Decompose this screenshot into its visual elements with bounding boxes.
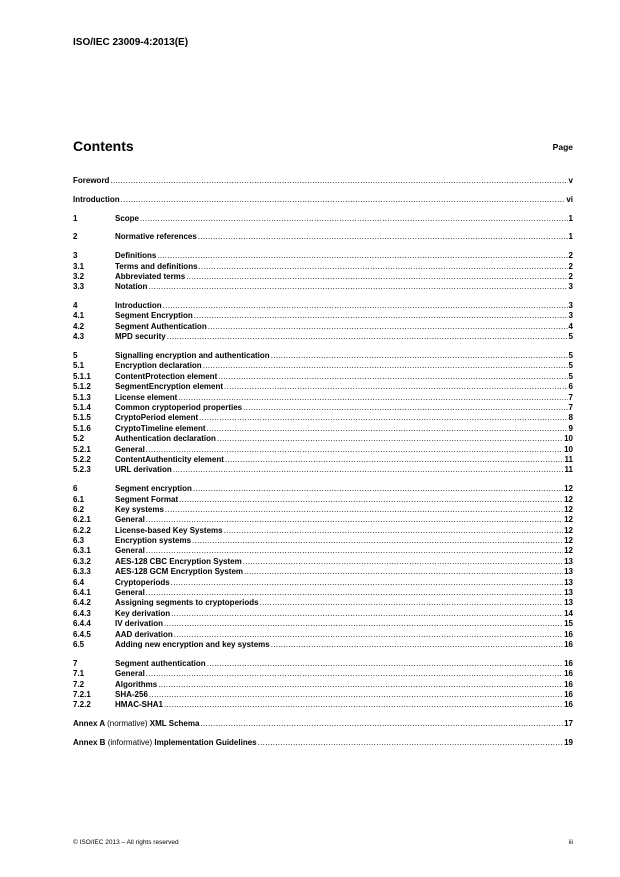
toc-page-number: 1	[568, 232, 573, 242]
toc-entry[interactable]	[73, 738, 573, 748]
toc-page-number: 3	[568, 301, 573, 311]
footer-copyright: © ISO/IEC 2013 – All rights reserved	[73, 839, 179, 846]
leader-dots	[165, 505, 563, 515]
leader-dots	[194, 311, 568, 321]
toc-entry[interactable]	[73, 546, 573, 556]
toc-title: Notation	[115, 282, 148, 292]
toc-number: 5.1.1	[73, 371, 91, 381]
toc-entry[interactable]	[73, 424, 573, 434]
toc-title: Terms and definitions	[115, 261, 198, 271]
toc-entry[interactable]	[73, 393, 573, 403]
leader-dots	[260, 598, 564, 608]
toc-number: 3.3	[73, 282, 85, 292]
toc-number: 3.2	[73, 271, 85, 281]
leader-dots	[140, 214, 568, 224]
toc-number: 6.2.1	[73, 515, 91, 525]
contents-title: Contents	[73, 138, 134, 154]
toc-page-number: 16	[564, 639, 573, 649]
toc-page-number: 7	[568, 402, 573, 412]
toc-number: 6	[73, 484, 78, 494]
toc-number: 3	[73, 251, 78, 261]
document-header: ISO/IEC 23009-4:2013(E)	[73, 37, 189, 48]
toc-entry[interactable]	[73, 361, 573, 371]
toc-title: Adding new encryption and key systems	[115, 639, 270, 649]
toc-entry[interactable]	[73, 557, 573, 567]
toc-number: 5	[73, 351, 78, 361]
toc-number: 6.3.1	[73, 546, 91, 556]
toc-number: 4.1	[73, 311, 85, 321]
leader-dots	[203, 361, 568, 371]
toc-title: Cryptoperiods	[115, 577, 170, 587]
toc-page-number: 6	[568, 382, 573, 392]
toc-page-number: 13	[564, 588, 573, 598]
toc-number: 1	[73, 213, 78, 223]
toc-entry[interactable]	[73, 526, 573, 536]
toc-group	[73, 351, 573, 476]
toc-number: 5.1	[73, 361, 85, 371]
leader-dots	[193, 484, 563, 494]
toc-entry[interactable]	[73, 382, 573, 392]
toc-title: Introduction	[115, 301, 162, 311]
leader-dots	[163, 301, 568, 311]
toc-number: 6.4.5	[73, 629, 91, 639]
toc-page-number: 2	[568, 261, 573, 271]
leader-dots	[146, 546, 563, 556]
toc-group	[73, 301, 573, 343]
toc-entry[interactable]	[73, 214, 573, 224]
toc-number: 7.2.1	[73, 689, 91, 699]
toc-page-number: 19	[564, 737, 573, 747]
toc-title: Segment Authentication	[115, 321, 207, 331]
toc-title: HMAC-SHA1	[115, 700, 163, 710]
toc-number: 6.2	[73, 504, 85, 514]
toc-entry[interactable]	[73, 505, 573, 515]
toc-title: MPD security	[115, 332, 166, 342]
toc-page-number: 13	[564, 567, 573, 577]
toc-number: 6.4.1	[73, 588, 91, 598]
leader-dots	[174, 630, 563, 640]
toc-entry[interactable]	[73, 465, 573, 475]
leader-dots	[192, 536, 563, 546]
toc-entry[interactable]	[73, 272, 573, 282]
leader-dots	[179, 495, 563, 505]
toc-entry[interactable]	[73, 484, 573, 494]
leader-dots	[243, 557, 563, 567]
leader-dots	[225, 455, 564, 465]
toc-page-number: 5	[568, 332, 573, 342]
toc-entry[interactable]	[73, 536, 573, 546]
toc-title: Encryption systems	[115, 536, 192, 546]
toc-page-number: 5	[568, 371, 573, 381]
toc-entry[interactable]	[73, 434, 573, 444]
toc-page-number: 16	[564, 689, 573, 699]
toc-group	[73, 195, 573, 205]
toc-page-number: 4	[568, 321, 573, 331]
leader-dots	[164, 700, 563, 710]
toc-number: 5.1.3	[73, 392, 91, 402]
toc-page-number: 17	[564, 719, 573, 729]
leader-dots	[224, 382, 568, 392]
toc-page-number: 12	[564, 536, 573, 546]
toc-number: 6.1	[73, 494, 85, 504]
toc-entry[interactable]	[73, 195, 573, 205]
toc-number: 3.1	[73, 261, 85, 271]
toc-entry[interactable]	[73, 495, 573, 505]
toc-title: General	[115, 546, 145, 556]
toc-title: AES-128 CBC Encryption System	[115, 556, 242, 566]
leader-dots	[208, 322, 568, 332]
toc-page-number: 14	[564, 608, 573, 618]
leader-dots	[207, 424, 568, 434]
toc-number: 5.2.2	[73, 454, 91, 464]
toc-page-number: 16	[564, 669, 573, 679]
page-column-label: Page	[552, 142, 573, 152]
toc-page-number: 12	[564, 515, 573, 525]
leader-dots	[271, 640, 563, 650]
toc-title: Scope	[115, 213, 140, 223]
table-of-contents	[73, 176, 573, 757]
toc-page-number: 3	[568, 311, 573, 321]
toc-entry[interactable]	[73, 372, 573, 382]
leader-dots	[167, 332, 568, 342]
toc-entry[interactable]	[73, 322, 573, 332]
toc-group	[73, 214, 573, 224]
toc-entry[interactable]	[73, 690, 573, 700]
toc-page-number: v	[568, 176, 573, 185]
toc-group	[73, 251, 573, 293]
toc-title: Encryption declaration	[115, 361, 202, 371]
leader-dots	[244, 567, 563, 577]
toc-number: 6.4	[73, 577, 85, 587]
toc-page-number: 16	[564, 700, 573, 710]
footer-page-number: iii	[568, 839, 573, 846]
leader-dots	[146, 515, 563, 525]
toc-title: ContentProtection element	[115, 371, 218, 381]
toc-entry[interactable]	[73, 588, 573, 598]
toc-page-number: 11	[564, 465, 573, 475]
leader-dots	[218, 372, 567, 382]
toc-page-number: vi	[566, 194, 573, 204]
toc-page-number: 1	[568, 213, 573, 223]
toc-page-number: 2	[568, 251, 573, 261]
toc-number: 6.4.4	[73, 619, 91, 629]
leader-dots	[199, 262, 568, 272]
leader-dots	[224, 526, 563, 536]
toc-number: 5.2.1	[73, 444, 91, 454]
toc-entry[interactable]	[73, 282, 573, 292]
toc-number: 6.3.2	[73, 556, 91, 566]
toc-title: URL derivation	[115, 465, 172, 475]
toc-entry[interactable]	[73, 515, 573, 525]
toc-title: Foreword	[73, 176, 110, 185]
toc-title: Key systems	[115, 504, 164, 514]
leader-dots	[207, 659, 563, 669]
toc-page-number: 8	[568, 413, 573, 423]
toc-title: General	[115, 444, 145, 454]
toc-number: 2	[73, 232, 78, 242]
toc-group	[73, 232, 573, 242]
toc-entry[interactable]	[73, 700, 573, 710]
toc-number: 6.4.3	[73, 608, 91, 618]
toc-number: 5.1.2	[73, 382, 91, 392]
toc-page-number: 12	[564, 504, 573, 514]
toc-title: IV derivation	[115, 619, 164, 629]
leader-dots	[200, 719, 563, 729]
toc-number: 6.5	[73, 639, 85, 649]
toc-page-number: 12	[564, 546, 573, 556]
toc-group	[73, 176, 573, 186]
toc-entry[interactable]	[73, 176, 573, 186]
toc-entry[interactable]	[73, 640, 573, 650]
toc-title: Algorithms	[115, 679, 158, 689]
toc-number: 7	[73, 658, 78, 668]
toc-title: Segment authentication	[115, 658, 206, 668]
leader-dots	[178, 393, 567, 403]
leader-dots	[146, 669, 563, 679]
toc-entry[interactable]	[73, 659, 573, 669]
leader-dots	[146, 445, 563, 455]
toc-entry[interactable]	[73, 262, 573, 272]
toc-page-number: 12	[564, 525, 573, 535]
toc-title: SegmentEncryption element	[115, 382, 224, 392]
toc-number: 4	[73, 301, 78, 311]
toc-title: Key derivation	[115, 608, 171, 618]
toc-group	[73, 738, 573, 748]
leader-dots	[121, 195, 566, 205]
toc-title: Annex B (informative) Implementation Guidelines	[73, 737, 257, 747]
toc-title: License element	[115, 392, 178, 402]
toc-number: 4.3	[73, 332, 85, 342]
leader-dots	[199, 413, 567, 423]
leader-dots	[217, 434, 563, 444]
toc-number: 5.2.3	[73, 465, 91, 475]
leader-dots	[171, 609, 563, 619]
toc-title: Segment Format	[115, 494, 179, 504]
leader-dots	[157, 251, 567, 261]
toc-entry[interactable]	[73, 301, 573, 311]
leader-dots	[149, 690, 563, 700]
toc-page-number: 13	[564, 598, 573, 608]
leader-dots	[146, 588, 563, 598]
toc-title: Annex A (normative) XML Schema	[73, 719, 200, 729]
toc-title: CryptoTimeline element	[115, 423, 206, 433]
leader-dots	[148, 282, 567, 292]
leader-dots	[186, 272, 567, 282]
toc-title: Common cryptoperiod properties	[115, 402, 243, 412]
toc-page-number: 15	[564, 619, 573, 629]
toc-entry[interactable]	[73, 719, 573, 729]
leader-dots	[258, 738, 563, 748]
leader-dots	[171, 578, 563, 588]
toc-page-number: 13	[564, 556, 573, 566]
toc-number: 5.1.4	[73, 402, 91, 412]
toc-number: 6.3	[73, 536, 85, 546]
toc-title: General	[115, 588, 145, 598]
toc-title: Signalling encryption and authentication	[115, 351, 270, 361]
toc-title: Segment encryption	[115, 484, 192, 494]
leader-dots	[158, 680, 563, 690]
toc-title: SHA-256	[115, 689, 148, 699]
toc-title: General	[115, 515, 145, 525]
toc-entry[interactable]	[73, 609, 573, 619]
toc-title: Normative references	[115, 232, 197, 242]
toc-number: 6.3.3	[73, 567, 91, 577]
toc-page-number: 12	[564, 484, 573, 494]
toc-title: Assigning segments to cryptoperiods	[115, 598, 259, 608]
toc-title: ContentAuthenticity element	[115, 454, 224, 464]
toc-entry[interactable]	[73, 455, 573, 465]
toc-entry[interactable]	[73, 630, 573, 640]
leader-dots	[110, 176, 567, 186]
toc-title: Definitions	[115, 251, 157, 261]
toc-page-number: 16	[564, 679, 573, 689]
toc-entry[interactable]	[73, 311, 573, 321]
toc-entry[interactable]	[73, 351, 573, 361]
toc-number: 5.1.5	[73, 413, 91, 423]
toc-entry[interactable]	[73, 619, 573, 629]
toc-number: 6.2.2	[73, 525, 91, 535]
toc-page-number: 10	[564, 444, 573, 454]
toc-title: Segment Encryption	[115, 311, 193, 321]
toc-page-number: 5	[568, 351, 573, 361]
toc-title: Introduction	[73, 194, 120, 204]
toc-number: 7.2	[73, 679, 85, 689]
toc-number: 5.2	[73, 434, 85, 444]
toc-number: 4.2	[73, 321, 85, 331]
toc-title: Authentication declaration	[115, 434, 216, 444]
toc-number: 5.1.6	[73, 423, 91, 433]
toc-page-number: 13	[564, 577, 573, 587]
toc-title: General	[115, 669, 145, 679]
toc-page-number: 11	[564, 454, 573, 464]
toc-page-number: 3	[568, 282, 573, 292]
toc-page-number: 9	[568, 423, 573, 433]
toc-title: CryptoPeriod element	[115, 413, 199, 423]
leader-dots	[164, 619, 563, 629]
toc-page-number: 5	[568, 361, 573, 371]
toc-entry[interactable]	[73, 669, 573, 679]
toc-entry[interactable]	[73, 567, 573, 577]
leader-dots	[198, 232, 568, 242]
toc-title: AAD derivation	[115, 629, 173, 639]
toc-page-number: 16	[564, 658, 573, 668]
leader-dots	[271, 351, 568, 361]
toc-title: License-based Key Systems	[115, 525, 223, 535]
toc-entry[interactable]	[73, 403, 573, 413]
toc-number: 6.4.2	[73, 598, 91, 608]
toc-page-number: 16	[564, 629, 573, 639]
toc-page-number: 7	[568, 392, 573, 402]
toc-entry[interactable]	[73, 680, 573, 690]
toc-number: 7.1	[73, 669, 85, 679]
leader-dots	[243, 403, 567, 413]
toc-title: AES-128 GCM Encryption System	[115, 567, 244, 577]
toc-entry[interactable]	[73, 251, 573, 261]
toc-title: Abbreviated terms	[115, 271, 186, 281]
toc-entry[interactable]	[73, 578, 573, 588]
toc-entry[interactable]	[73, 598, 573, 608]
toc-entry[interactable]	[73, 413, 573, 423]
toc-number: 7.2.2	[73, 700, 91, 710]
toc-page-number: 2	[568, 271, 573, 281]
toc-entry[interactable]	[73, 332, 573, 342]
toc-group	[73, 719, 573, 729]
toc-page-number: 10	[564, 434, 573, 444]
leader-dots	[173, 465, 564, 475]
toc-page-number: 12	[564, 494, 573, 504]
toc-group	[73, 659, 573, 711]
toc-entry[interactable]	[73, 232, 573, 242]
toc-group	[73, 484, 573, 650]
toc-entry[interactable]	[73, 445, 573, 455]
